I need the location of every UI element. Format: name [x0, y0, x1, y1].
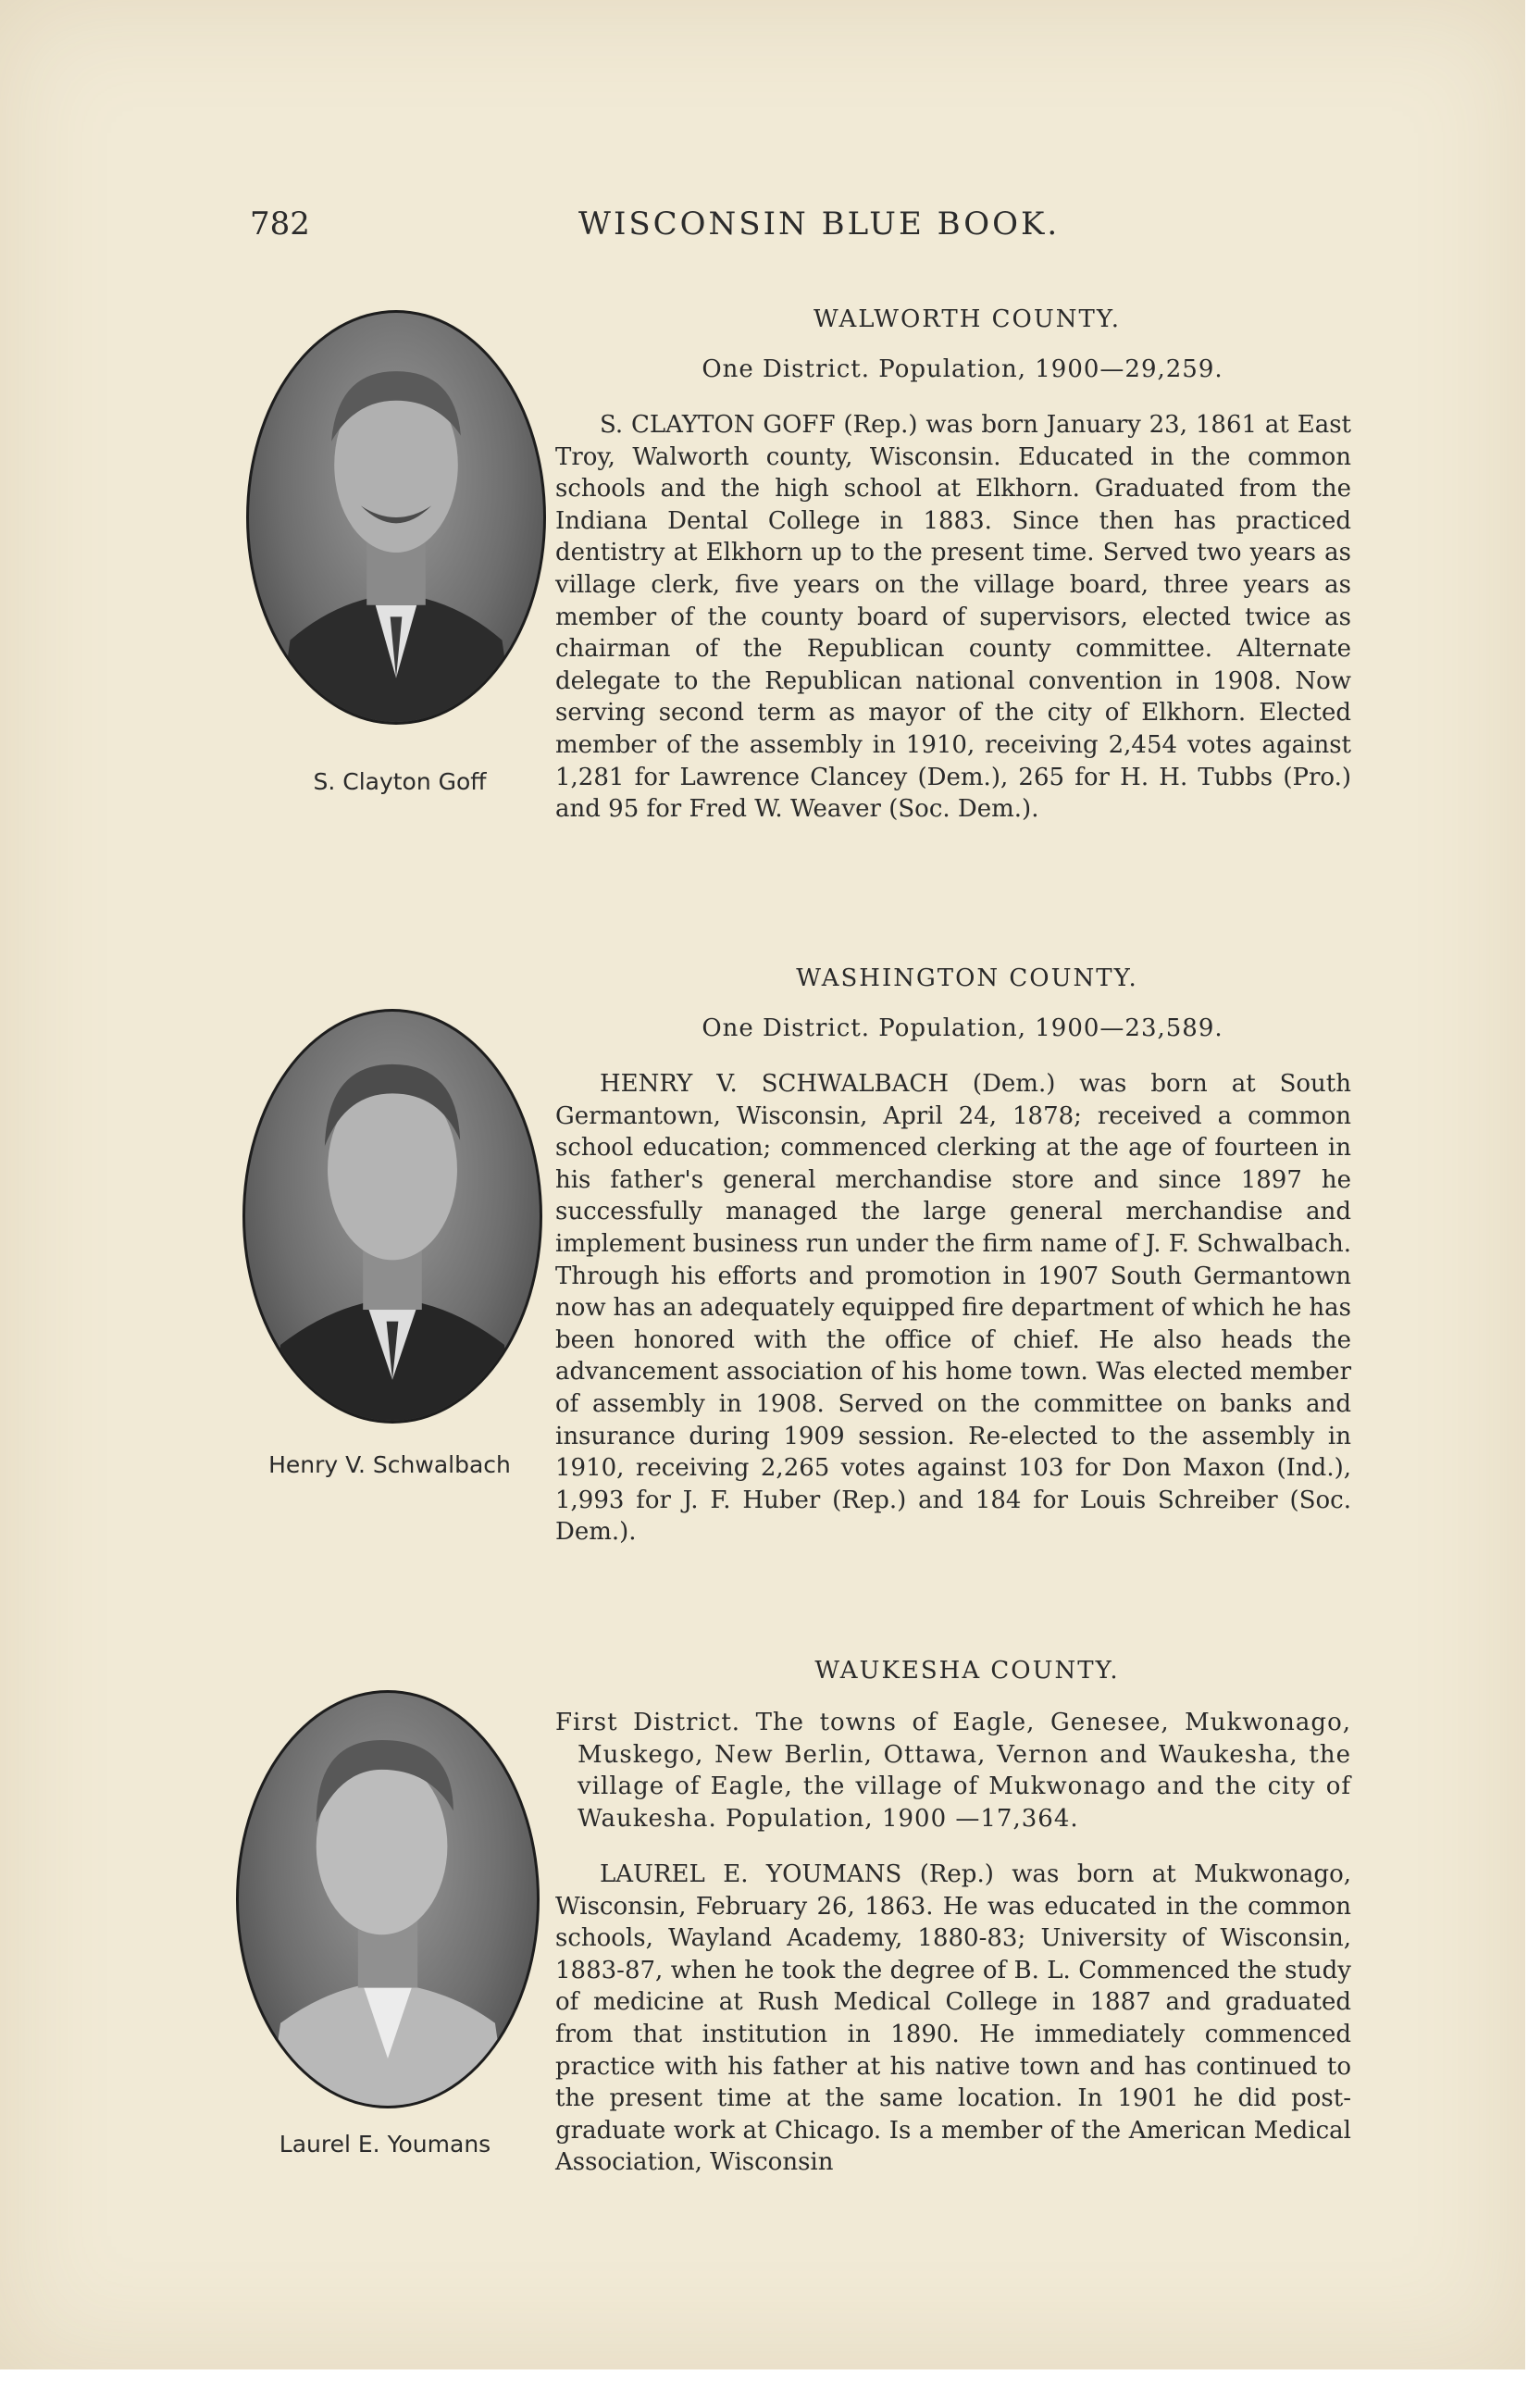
portrait-photo-schwalbach	[242, 1009, 542, 1424]
county-heading: WASHINGTON COUNTY.	[796, 964, 1138, 992]
portrait-photo-youmans	[236, 1690, 540, 2108]
biography: HENRY V. SCHWALBACH (Dem.) was born at South Germantown, Wisconsin, April 24, 1878; received a common school education; commenced clerking at the age of fourteen in his father's general merchandise store and since 1897 he successfully managed the large general merchandise and implement business run under the firm name of J. F. Schwalbach. Through his efforts and promotion in 1907 South Germantown now has an adequately equipped fire department of which he has been honored with the office of chief. He also heads the advancement association of his home town. Was elected member of assembly in 1908. Served on the committee on banks and insurance during 1909 session. Re-elected to the assembly in 1910, receiving 2,265 votes against 103 for Don Maxon (Ind.), 1,993 for J. F. Huber (Rep.) and 184 for Louis Schreiber (Soc. Dem.).	[555, 1070, 1351, 1547]
caption-schwalbach: Henry V. Schwalbach	[268, 1451, 511, 1478]
section-waukesha	[555, 1657, 1351, 2179]
caption-youmans: Laurel E. Youmans	[279, 2131, 491, 2158]
district-line: One District. Population, 1900—29,259.	[702, 355, 1223, 383]
caption-goff: S. Clayton Goff	[313, 768, 487, 795]
biography: LAUREL E. YOUMANS (Rep.) was born at Mukwonago, Wisconsin, February 26, 1863. He was educated in the common schools, Wayland Academy, 1880-83; University of Wisconsin, 1883-87, when he took the degree of B. L. Commenced the study of medicine at Rush Medical College in 1887 and graduated from that institution in 1890. He immediately commenced practice with his father at his native town and has continued to the present time at the same location. In 1901 he did post-graduate work at Chicago. Is a member of the American Medical Association, Wisconsin	[555, 1860, 1351, 2177]
running-title: WISCONSIN BLUE BOOK.	[578, 205, 1061, 243]
county-heading: WAUKESHA COUNTY.	[814, 1657, 1120, 1685]
page-number: 782	[250, 205, 310, 243]
page-header	[250, 205, 1331, 252]
section-washington	[555, 964, 1351, 1548]
district-line: First District. The towns of Eagle, Genesee, Mukwonago, Muskego, New Berlin, Ottawa, Vernon and Waukesha, the village of Eagle, the village of Mukwonago and the city of Waukesha. Population, 1900 —17,364.	[555, 1709, 1351, 1833]
portrait-photo-goff	[246, 310, 546, 725]
county-heading: WALWORTH COUNTY.	[813, 305, 1121, 333]
district-line: One District. Population, 1900—23,589.	[702, 1014, 1223, 1042]
section-walworth	[555, 305, 1351, 826]
biography: S. CLAYTON GOFF (Rep.) was born January 23, 1861 at East Troy, Walworth county, Wisconsin. Educated in the common schools and the high school at Elkhorn. Graduated from the Indiana Dental College in 1883. Since then has practiced dentistry at Elkhorn up to the present time. Served two years as village clerk, five years on the village board, three years as member of the county board of supervisors, elected twice as chairman of the Republican county committee. Alternate delegate to the Republican national convention in 1908. Now serving second term as mayor of the city of Elkhorn. Elected member of the assembly in 1910, receiving 2,454 votes against 1,281 for Lawrence Clancey (Dem.), 265 for H. H. Tubbs (Pro.) and 95 for Fred W. Weaver (Soc. Dem.).	[555, 411, 1351, 824]
